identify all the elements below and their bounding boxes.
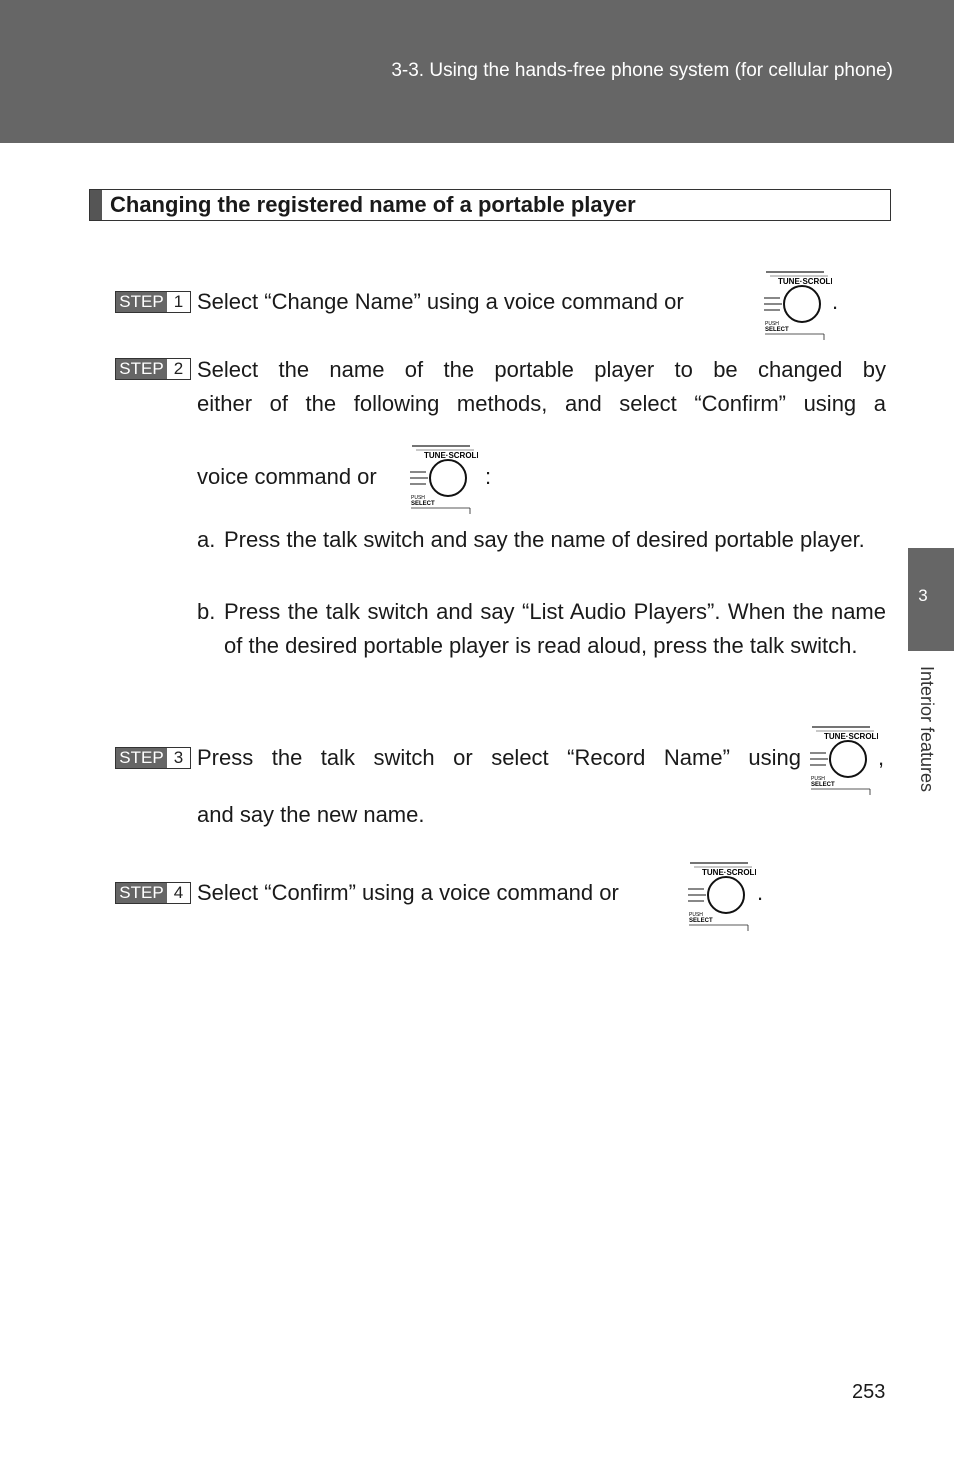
header-band (0, 0, 954, 143)
chapter-number: 3 (918, 586, 928, 605)
step-2-line-1: Select the name of the portable player to be changed by (197, 357, 886, 382)
header-title: 3-3. Using the hands-free phone system (for cellular phone) (391, 60, 893, 81)
tune-scroll-knob-icon (686, 861, 756, 933)
step-number: 3 (167, 748, 190, 768)
step-3-line-1: Press the talk switch or select “Record Name” using (197, 745, 801, 770)
tune-scroll-knob-icon (808, 725, 878, 797)
tune-scroll-knob-icon (408, 444, 478, 516)
step-1-period: . (832, 289, 839, 314)
step-4-text: Select “Confirm” using a voice command or (197, 880, 619, 905)
step-label: STEP (116, 292, 167, 312)
step-3-comma: , (878, 745, 885, 770)
tune-scroll-knob-icon (762, 270, 832, 342)
item-marker-b: b. (197, 599, 216, 624)
step-badge-3 (115, 747, 191, 769)
step-label: STEP (116, 359, 167, 379)
page-number: 253 (852, 1381, 886, 1403)
step-3-line-2: and say the new name. (197, 802, 425, 827)
section-heading-text: Changing the registered name of a portable player (110, 192, 636, 217)
step-badge-4 (115, 882, 191, 904)
step-label: STEP (116, 883, 167, 903)
chapter-tab[interactable] (908, 548, 954, 651)
step-label: STEP (116, 748, 167, 768)
step-2-colon: : (485, 464, 492, 489)
step-badge-2 (115, 358, 191, 380)
heading-bar (90, 190, 102, 220)
step-4-period: . (757, 880, 764, 905)
item-marker-a: a. (197, 527, 216, 552)
step-number: 2 (167, 359, 190, 379)
step-2-line-3: voice command or (197, 464, 377, 489)
step-number: 1 (167, 292, 190, 312)
step-1-text: Select “Change Name” using a voice command or (197, 289, 684, 314)
step-number: 4 (167, 883, 190, 903)
item-a-text: Press the talk switch and say the name of desired portable player. (224, 527, 865, 552)
item-b-text: Press the talk switch and say “List Audio Players”. When the name of the desired portable player is read aloud, press the talk switch. (224, 599, 886, 658)
step-2-line-2: either of the following methods, and select “Confirm” using a (197, 391, 886, 416)
section-heading (89, 189, 891, 221)
chapter-label: Interior features (917, 666, 937, 793)
step-badge-1 (115, 291, 191, 313)
